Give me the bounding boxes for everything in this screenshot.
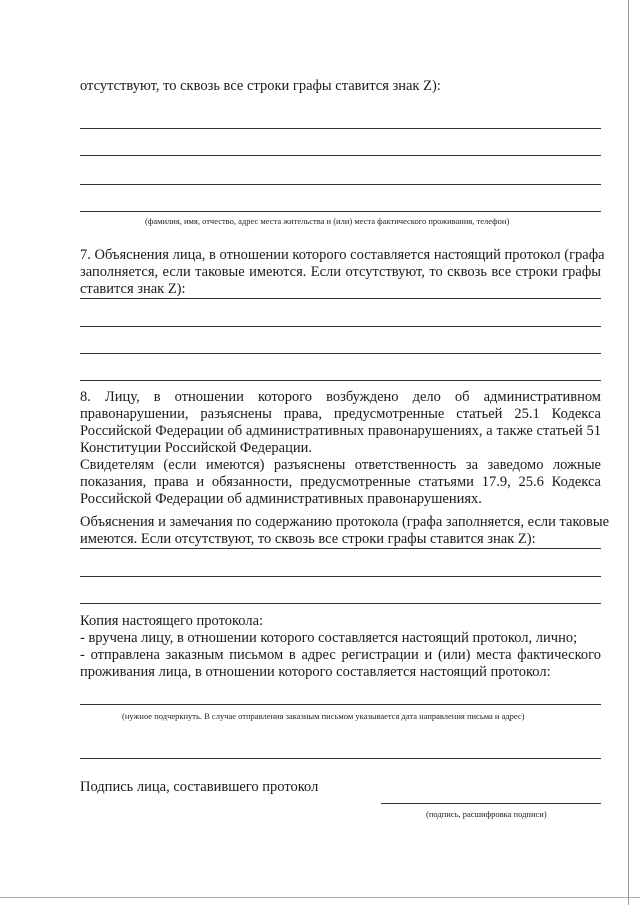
- section7-line: 7. Объяснения лица, в отношении которого составляется настоящий протокол (графа: [80, 247, 605, 263]
- copy-option-mailed: проживания лица, в отношении которого составляется настоящий протокол:: [80, 664, 551, 680]
- section8-line: 8. Лицу, в отношении которого возбуждено дело об административном: [80, 389, 601, 405]
- remarks-blank-line[interactable]: [80, 548, 601, 549]
- copy-caption: (нужное подчеркнуть. В случае отправления заказным письмом указывается дата направления письма и адрес): [122, 711, 525, 721]
- remarks-line: Объяснения и замечания по содержанию протокола (графа заполняется, если таковые: [80, 514, 610, 530]
- witness-blank-line[interactable]: [80, 128, 601, 129]
- witness-rights-line: Свидетелям (если имеются) разъяснены ответственность за заведомо ложные: [80, 457, 601, 473]
- section8-line: правонарушении, разъяснены права, предусмотренные статьей 25.1 Кодекса: [80, 406, 601, 422]
- scan-edge-right: [628, 0, 629, 905]
- copy-blank-line[interactable]: [80, 758, 601, 759]
- explanation-blank-line[interactable]: [80, 326, 601, 327]
- remarks-blank-line[interactable]: [80, 603, 601, 604]
- section7-line: ставится знак Z):: [80, 281, 186, 297]
- signature-caption: (подпись, расшифровка подписи): [426, 809, 547, 819]
- signature-line[interactable]: [381, 803, 601, 804]
- witness-rights-line: Российской Федерации об административных правонарушениях.: [80, 491, 482, 507]
- section7-line: заполняется, если таковые имеются. Если отсутствуют, то сквозь все строки графы: [80, 264, 601, 280]
- witness-caption: (фамилия, имя, отчество, адрес места жительства и (или) места фактического проживания, телефон): [145, 216, 510, 226]
- remarks-blank-line[interactable]: [80, 576, 601, 577]
- explanation-blank-line[interactable]: [80, 380, 601, 381]
- signature-label: Подпись лица, составившего протокол: [80, 779, 319, 795]
- remarks-line: имеются. Если отсутствуют, то сквозь все строки графы ставится знак Z):: [80, 531, 536, 547]
- section8-line: Конституции Российской Федерации.: [80, 440, 312, 456]
- scan-edge-bottom: [0, 897, 640, 898]
- witness-blank-line[interactable]: [80, 184, 601, 185]
- copy-heading: Копия настоящего протокола:: [80, 613, 264, 629]
- witness-blank-line[interactable]: [80, 211, 601, 212]
- explanation-blank-line[interactable]: [80, 298, 601, 299]
- witness-blank-line[interactable]: [80, 155, 601, 156]
- witness-rights-line: показания, права и обязанности, предусмотренные статьями 17.9, 25.6 Кодекса: [80, 474, 601, 490]
- copy-blank-line[interactable]: [80, 704, 601, 705]
- copy-option-mailed: - отправлена заказным письмом в адрес регистрации и (или) места фактического: [80, 647, 601, 663]
- section8-line: Российской Федерации об административных правонарушениях, а также статьей 51: [80, 423, 601, 439]
- witness-section-intro: отсутствуют, то сквозь все строки графы ставится знак Z):: [80, 78, 441, 94]
- copy-option-handed: - вручена лицу, в отношении которого составляется настоящий протокол, лично;: [80, 630, 578, 646]
- explanation-blank-line[interactable]: [80, 353, 601, 354]
